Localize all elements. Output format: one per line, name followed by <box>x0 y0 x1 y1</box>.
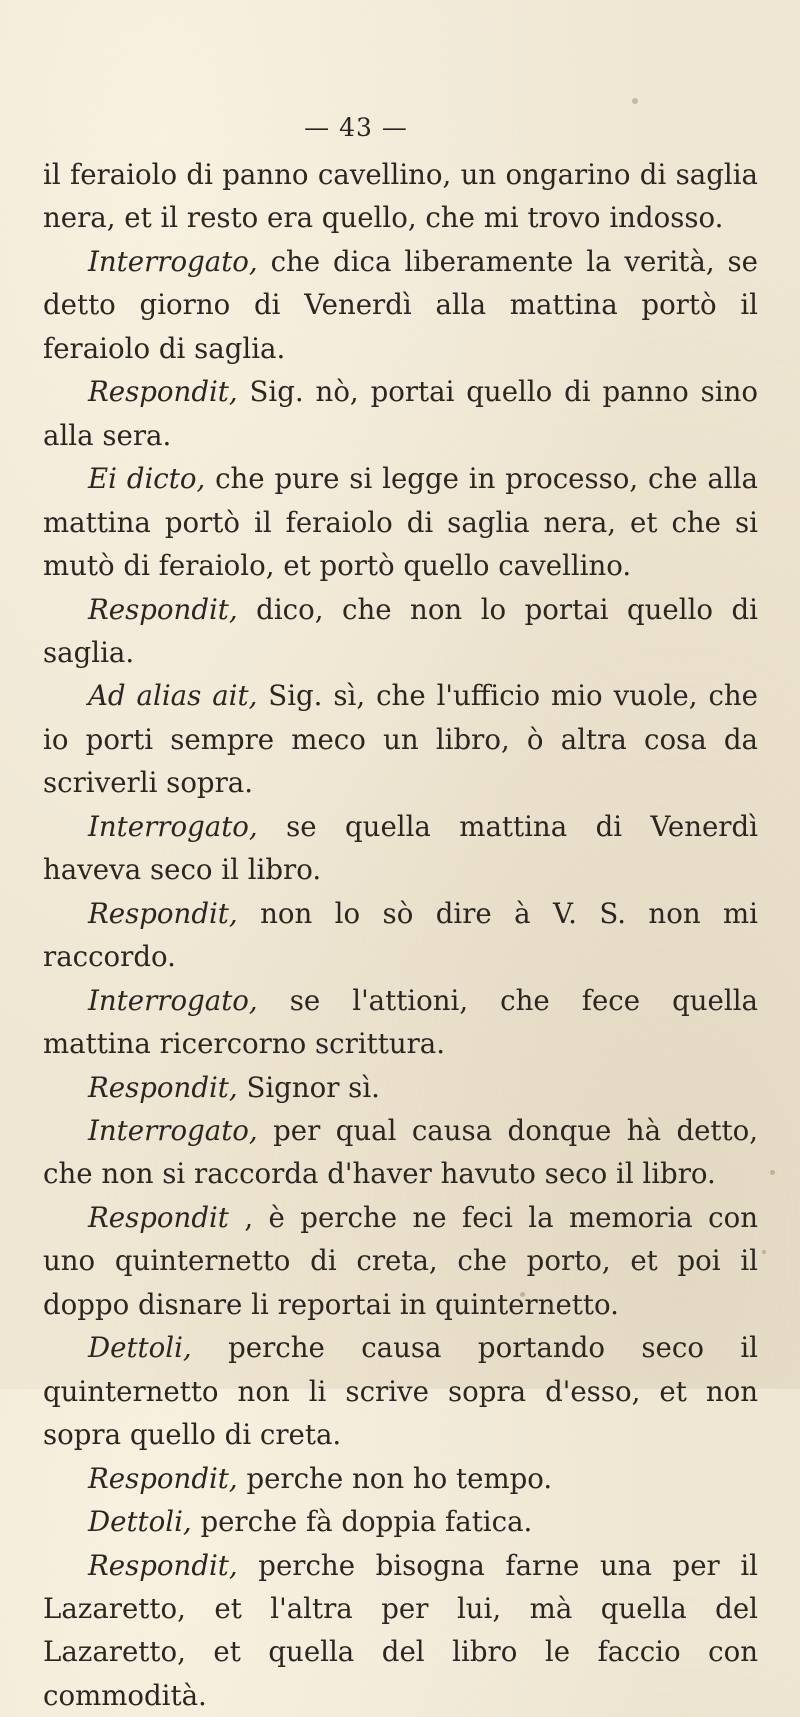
speaker-label: Interrogato, <box>88 245 258 278</box>
paragraph-text: perche bisogna farne una per il Lazaretto, et l'altra per lui, mà quella del Lazaretto, et quella del libro le faccio con commodità. <box>43 1549 758 1712</box>
speaker-label: Respondit, <box>88 1549 238 1582</box>
page-number: — 43 — <box>0 113 712 142</box>
speaker-label: Interrogato, <box>88 810 258 843</box>
paragraph-text: , è perche ne feci la memoria con uno quinternetto di creta, che porto, et poi il doppo disnare li reportai in quinternetto. <box>43 1201 758 1321</box>
paragraph <box>43 1500 758 1543</box>
paragraph-text: perche causa portando seco il quinternetto non li scrive sopra d'esso, et non sopra quello di creta. <box>43 1331 758 1451</box>
paragraph <box>43 1196 758 1326</box>
paragraph <box>43 674 758 804</box>
speaker-label: Respondit, <box>88 593 238 626</box>
paragraph <box>43 979 758 1066</box>
paragraph <box>43 240 758 370</box>
paragraph <box>43 1544 758 1717</box>
paragraph <box>43 892 758 979</box>
paragraph-text: perche fà doppia fatica. <box>192 1505 533 1538</box>
paper-speck <box>762 1250 766 1254</box>
paragraph-text: se quella mattina di Venerdì haveva seco il libro. <box>43 810 758 886</box>
paragraph-text: Sig. nò, portai quello di panno sino alla sera. <box>43 375 758 451</box>
speaker-label: Respondit, <box>88 375 238 408</box>
paragraph-text: dico, che non lo portai quello di saglia. <box>43 593 758 669</box>
speaker-label: Respondit, <box>88 897 238 930</box>
paragraph <box>43 1109 758 1196</box>
paragraph <box>43 588 758 675</box>
paragraph <box>43 457 758 587</box>
paper-speck <box>520 1292 525 1297</box>
paragraph-text: non lo sò dire à V. S. non mi raccordo. <box>43 897 758 973</box>
speaker-label: Respondit, <box>88 1071 238 1104</box>
speaker-label: Dettoli, <box>88 1505 192 1538</box>
text-block <box>43 153 758 1717</box>
paper-speck <box>632 98 638 104</box>
paragraph-text: per qual causa donque hà detto, che non si raccorda d'haver havuto seco il libro. <box>43 1114 758 1190</box>
paragraph <box>43 1457 758 1500</box>
paragraph-text: Signor sì. <box>238 1071 380 1104</box>
speaker-label: Dettoli, <box>88 1331 192 1364</box>
paragraph <box>43 370 758 457</box>
speaker-label: Ei dicto, <box>88 462 205 495</box>
paragraph <box>43 153 758 240</box>
paragraph-text: che pure si legge in processo, che alla mattina portò il feraiolo di saglia nera, et che si mutò di feraiolo, et portò quello cavellino. <box>43 462 758 582</box>
speaker-label: Interrogato, <box>88 1114 258 1147</box>
paragraph <box>43 805 758 892</box>
paragraph <box>43 1066 758 1109</box>
paragraph <box>43 1326 758 1456</box>
paragraph-text: Sig. sì, che l'ufficio mio vuole, che io porti sempre meco un libro, ò altra cosa da scriverli sopra. <box>43 679 758 799</box>
speaker-label: Ad alias ait, <box>88 679 257 712</box>
paragraph-text: il feraiolo di panno cavellino, un ongarino di saglia nera, et il resto era quello, che mi trovo indosso. <box>43 158 758 234</box>
speaker-label: Respondit <box>88 1201 229 1234</box>
paper-speck <box>548 1305 552 1309</box>
paper-speck <box>770 1170 775 1175</box>
paragraph-text: perche non ho tempo. <box>238 1462 553 1495</box>
paragraph-text: che dica liberamente la verità, se detto giorno di Venerdì alla mattina portò il feraiolo di saglia. <box>43 245 758 365</box>
paragraph-text: se l'attioni, che fece quella mattina ricercorno scrittura. <box>43 984 758 1060</box>
speaker-label: Respondit, <box>88 1462 238 1495</box>
speaker-label: Interrogato, <box>88 984 258 1017</box>
